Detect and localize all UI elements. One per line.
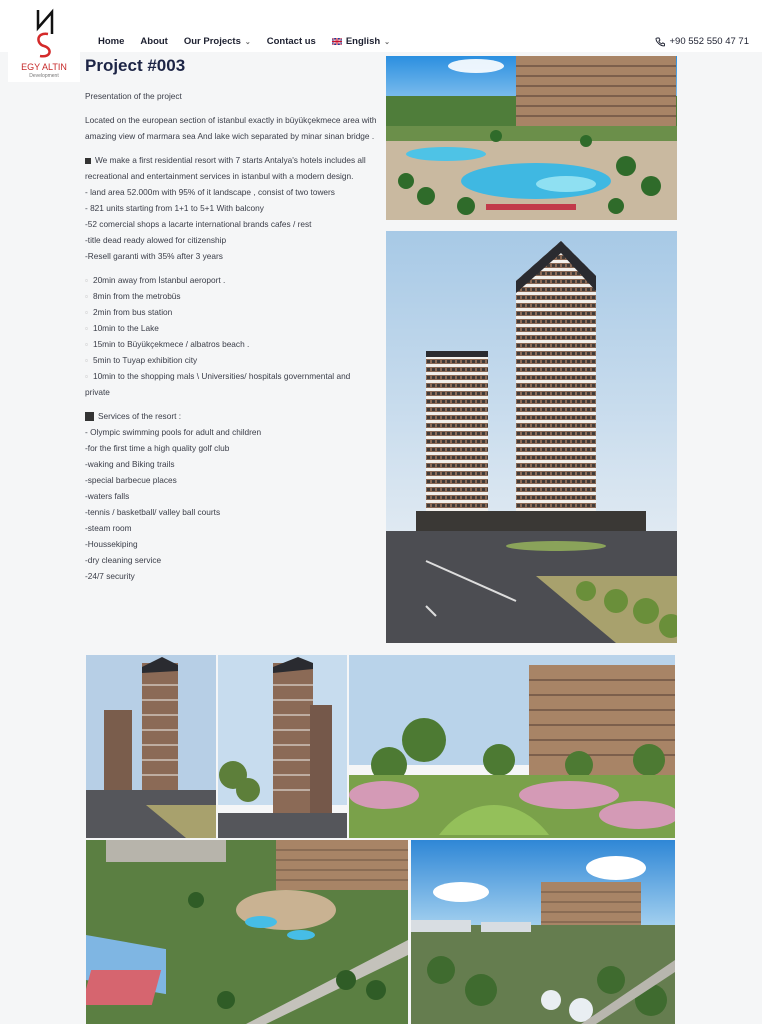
- main-nav: [98, 36, 406, 47]
- service-item: -for the first time a high quality golf club: [85, 443, 230, 453]
- service-item: - Olympic swimming pools for adult and children: [85, 427, 262, 437]
- service-item: -dry cleaning service: [85, 555, 162, 565]
- nav-home[interactable]: Home: [98, 36, 125, 47]
- distance-item: ▫ 8min from the metrobüs: [85, 291, 181, 301]
- bullet-icon: ▫: [85, 371, 88, 381]
- service-item: -waking and Biking trails: [85, 459, 175, 469]
- distance-item: ▫ 5min to Tuyap exhibition city: [85, 355, 198, 365]
- square-bullet-icon: [85, 412, 94, 421]
- gallery-aerial-tower-image[interactable]: [411, 840, 675, 1024]
- bullet-icon: ▫: [85, 339, 88, 349]
- feature-item: - 821 units starting from 1+1 to 5+1 With balcony: [85, 203, 264, 213]
- brand-name: EGY ALTIN: [21, 62, 67, 72]
- phone-link[interactable]: [655, 36, 749, 47]
- services-title: Services of the resort :: [85, 408, 377, 424]
- service-item: -steam room: [85, 523, 132, 533]
- distance-item: ▫ 2min from bus station: [85, 307, 173, 317]
- resort-pool-image[interactable]: [386, 56, 677, 220]
- bullet-icon: ▫: [85, 355, 88, 365]
- bullet-icon: ▫: [85, 323, 88, 333]
- phone-icon: [655, 37, 665, 47]
- feature-item: - land area 52.000m with 95% of it landscape , consist of two towers: [85, 187, 335, 197]
- language-label: English: [345, 36, 381, 47]
- chevron-down-icon: ⌄: [244, 38, 251, 46]
- distance-item: ▫ 15min to Büyükçekmece / albatros beach .: [85, 339, 250, 349]
- service-item: -tennis / basketball/ valley ball courts: [85, 507, 221, 517]
- brand-sub: Development: [29, 73, 59, 79]
- gallery-towers-image-2[interactable]: [218, 655, 347, 838]
- project-content: [85, 56, 377, 584]
- project-subtitle: Presentation of the project: [85, 91, 182, 101]
- gallery-aerial-park-image[interactable]: [86, 840, 408, 1024]
- feature-item: -52 comercial shops a lacarte international brands cafes / rest: [85, 219, 312, 229]
- gallery-towers-image-1[interactable]: [86, 655, 216, 838]
- nav-about[interactable]: About: [140, 36, 168, 47]
- distance-item: ▫ 10min to the shopping mals \ Universities/ hospitals governmental and private: [85, 371, 351, 397]
- nav-our-projects[interactable]: Our Projects ⌄: [183, 36, 251, 47]
- nav-contact[interactable]: Contact us: [266, 36, 316, 47]
- gallery-golf-image[interactable]: [349, 655, 675, 838]
- square-bullet-icon: [85, 158, 91, 164]
- feature-item: -title dead ready alowed for citizenship: [85, 235, 227, 245]
- uk-flag-icon: [332, 38, 342, 45]
- feature-item: -Resell garanti with 35% after 3 years: [85, 251, 223, 261]
- feature-item: We make a first residential resort with 7 starts Antalya's hotels includes all recreational and entertainment services in istanbul with a modern design.: [85, 155, 366, 181]
- phone-number: +90 552 550 47 71: [669, 36, 749, 47]
- language-selector[interactable]: [332, 36, 390, 47]
- service-item: -24/7 security: [85, 571, 135, 581]
- page-title: Project #003: [85, 56, 186, 75]
- chevron-down-icon: ⌄: [384, 38, 391, 46]
- distance-item: ▫ 10min to the Lake: [85, 323, 159, 333]
- bullet-icon: ▫: [85, 307, 88, 317]
- service-item: -waters falls: [85, 491, 130, 501]
- service-item: -Houssekiping: [85, 539, 138, 549]
- bullet-icon: ▫: [85, 275, 88, 285]
- distance-item: ▫ 20min away from İstanbul aeroport .: [85, 275, 226, 285]
- towers-street-image[interactable]: [386, 231, 677, 643]
- service-item: -special barbecue places: [85, 475, 177, 485]
- bullet-icon: ▫: [85, 291, 88, 301]
- brand-logo[interactable]: [8, 4, 80, 82]
- project-intro: Located on the european section of istanbul exactly in büyükçekmece area with amazing view of marmara sea And lake wich separated by minar sinan bridge .: [85, 115, 377, 141]
